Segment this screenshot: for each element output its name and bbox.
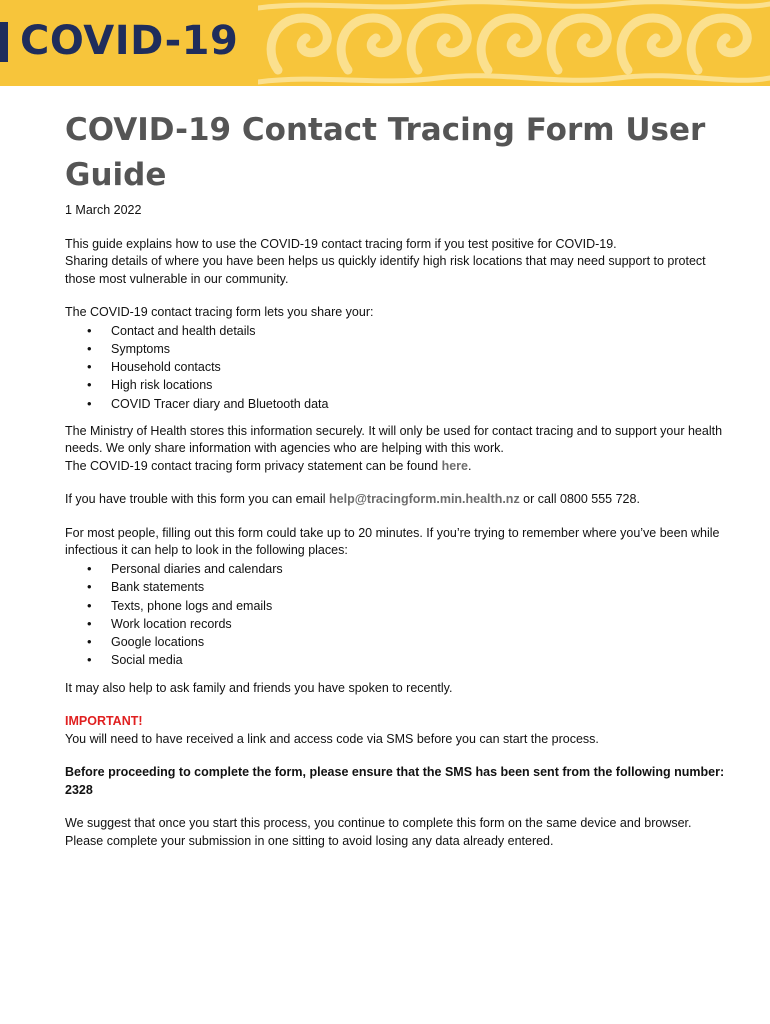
list-item: • Household contacts [111,358,725,376]
share-list [65,322,725,413]
list-item: • Work location records [111,615,725,633]
closing-text: We suggest that once you start this process, you continue to complete this form on the same device and browser. Please complete your submission in one sitting to avoid losing any data already entered. [65,816,692,848]
family-text: It may also help to ask family and friends you have spoken to recently. [65,680,453,695]
important-label: IMPORTANT! [65,714,143,729]
time-estimate-text: For most people, filling out this form could take up to 20 minutes. If you’re trying to remember where you’ve been while infectious it can help to look in the following places: [65,525,720,558]
list-item: • COVID Tracer diary and Bluetooth data [111,395,725,413]
list-item: • Social media [111,651,725,669]
list-item: • High risk locations [111,376,725,394]
banner-title: COVID-19 [20,18,239,64]
guide-content [65,108,725,850]
places-list [65,560,725,670]
privacy-statement [65,458,725,476]
banner-accent-bar [0,22,8,62]
help-email-link[interactable]: help@tracingform.min.health.nz [329,492,520,507]
important-text: You will need to have received a link and access code via SMS before you can start the process. [65,731,599,746]
page-title: COVID-19 Contact Tracing Form User Guide [65,112,706,193]
list-item: • Texts, phone logs and emails [111,597,725,615]
list-item: • Bank statements [111,578,725,596]
sms-note: Before proceeding to complete the form, please ensure that the SMS has been sent from the following number: 2328 [65,765,725,797]
list-item: • Contact and health details [111,322,725,340]
publish-date: 1 March 2022 [65,203,142,217]
privacy-statement-link[interactable]: here [441,458,468,473]
privacy-statement-suffix: . [467,458,472,473]
covid-banner [0,0,770,86]
list-item: • Personal diaries and calendars [111,560,725,578]
trouble-suffix: or call 0800 555 728. [519,492,640,507]
privacy-text: The Ministry of Health stores this information securely. It will only be used for contact tracing and to support your health needs. We only share information with agencies who are helping with this work. [65,423,723,456]
intro-line-1: This guide explains how to use the COVID-19 contact tracing form if you test positive for COVID-19. [65,236,617,251]
share-intro: The COVID-19 contact tracing form lets you share your: [65,305,374,319]
list-item: • Symptoms [111,340,725,358]
intro-line-2: Sharing details of where you have been helps us quickly identify high risk locations that may need support to protect those most vulnerable in our community. [65,254,706,286]
trouble-prefix: If you have trouble with this form you can email [65,492,330,507]
trouble-text [65,491,725,509]
privacy-statement-prefix: The COVID-19 contact tracing form privacy statement can be found [65,458,442,473]
koru-pattern-icon [258,0,770,86]
list-item: • Google locations [111,633,725,651]
